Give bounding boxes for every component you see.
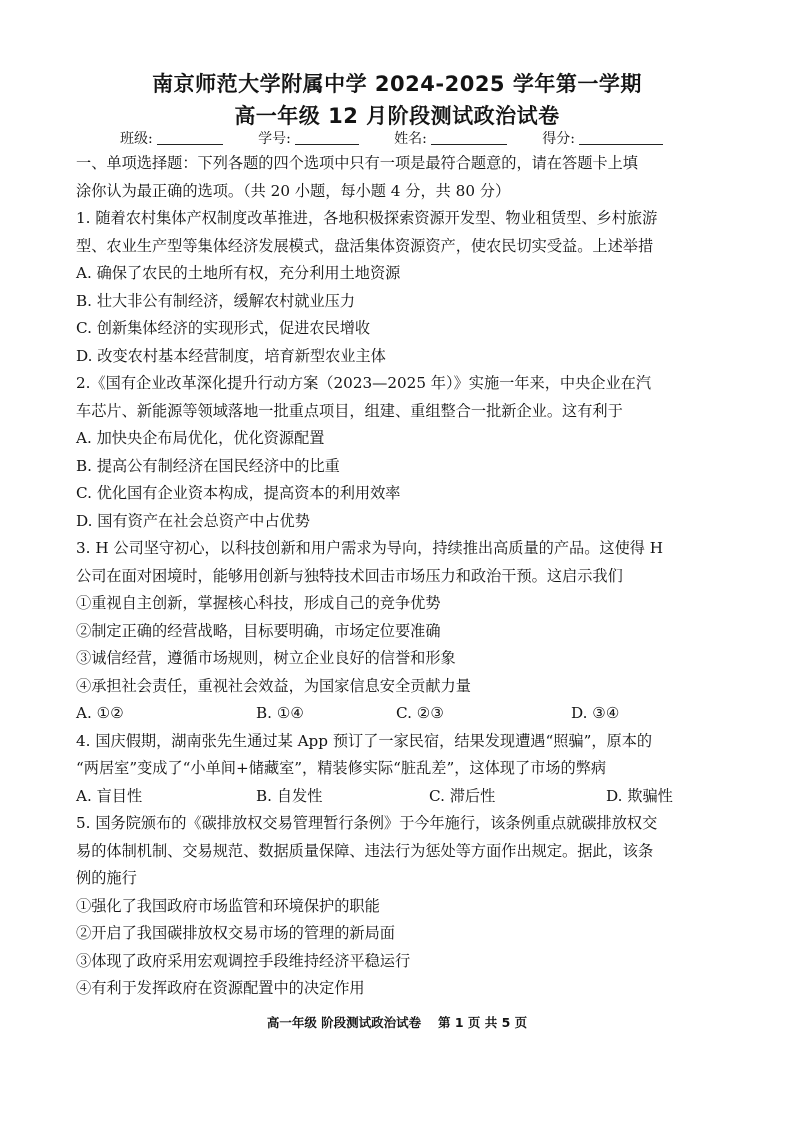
name-label: 姓名: bbox=[394, 131, 427, 147]
q4-option-d: D. 欺骗性 bbox=[606, 786, 673, 805]
q4-stem-line2: “两居室”变成了“小单间+储藏室”，精装修实际“脏乱差”，这体现了市场的弊病 bbox=[76, 759, 607, 777]
student-id-label: 学号: bbox=[258, 131, 291, 147]
section-heading-line1: 一、单项选择题：下列各题的四个选项中只有一项是最符合题意的，请在答题卡上填 bbox=[76, 154, 638, 172]
q3-item-1: ①重视自主创新，掌握核心科技，形成自己的竞争优势 bbox=[76, 594, 441, 612]
section-heading-line2: 涂你认为最正确的选项。（共 20 小题，每小题 4 分，共 80 分） bbox=[76, 181, 511, 200]
exam-title-line1: 南京师范大学附属中学 2024-2025 学年第一学期 bbox=[152, 72, 642, 96]
q5-item-4: ④有利于发挥政府在资源配置中的决定作用 bbox=[76, 979, 365, 997]
q1-stem-line2: 型、农业生产型等集体经济发展模式，盘活集体资源资产，使农民切实受益。上述举措 bbox=[76, 236, 654, 255]
q4-option-a: A. 盲目性 bbox=[76, 786, 143, 805]
q5-stem-line3: 例的施行 bbox=[76, 869, 137, 887]
q3-stem-line1: 3. H 公司坚守初心，以科技创新和用户需求为导向，持续推出高质量的产品。这使得 H bbox=[76, 539, 664, 557]
q2-option-c: C. 优化国有企业资本构成，提高资本的利用效率 bbox=[76, 484, 401, 502]
q1-option-a: A. 确保了农民的土地所有权，充分利用土地资源 bbox=[76, 264, 401, 282]
student-id-blank bbox=[295, 130, 359, 145]
name-blank bbox=[431, 130, 507, 145]
student-info-line bbox=[120, 128, 720, 148]
class-blank bbox=[157, 130, 223, 145]
q1-option-d: D. 改变农村基本经营制度，培育新型农业主体 bbox=[76, 346, 386, 365]
q4-option-c: C. 滞后性 bbox=[429, 786, 496, 805]
page-footer: 高一年级 阶段测试政治试卷 第 1 页 共 5 页 bbox=[266, 1015, 528, 1030]
questions-section bbox=[76, 150, 726, 1003]
q5-item-2: ②开启了我国碳排放权交易市场的管理的新局面 bbox=[76, 924, 395, 942]
q5-item-3: ③体现了政府采用宏观调控手段维持经济平稳运行 bbox=[76, 951, 411, 970]
q3-option-c: C. ②③ bbox=[396, 704, 444, 722]
score-blank bbox=[579, 130, 663, 145]
q2-option-d: D. 国有资产在社会总资产中占优势 bbox=[76, 511, 310, 530]
q4-options-row bbox=[76, 783, 726, 811]
q3-options-row bbox=[76, 700, 726, 728]
q5-item-1: ①强化了我国政府市场监管和环境保护的职能 bbox=[76, 896, 380, 915]
q1-stem-line1: 1. 随着农村集体产权制度改革推进，各地积极探索资源开发型、物业租赁型、乡村旅游 bbox=[76, 209, 658, 227]
q1-option-c: C. 创新集体经济的实现形式，促进农民增收 bbox=[76, 319, 371, 337]
q3-item-2: ②制定正确的经营战略，目标要明确，市场定位要准确 bbox=[76, 621, 441, 640]
q4-option-b: B. 自发性 bbox=[256, 786, 323, 805]
q3-option-a: A. ①② bbox=[76, 704, 124, 722]
exam-title-line2: 高一年级 12 月阶段测试政治试卷 bbox=[234, 104, 560, 128]
q3-option-d: D. ③④ bbox=[571, 704, 620, 722]
q5-stem-line1: 5. 国务院颁布的《碳排放权交易管理暂行条例》于今年施行，该条例重点就碳排放权交 bbox=[76, 814, 658, 832]
q4-stem-line1: 4. 国庆假期，湖南张先生通过某 App 预订了一家民宿，结果发现遭遇“照骗”，原本的 bbox=[76, 731, 653, 750]
q5-stem-line2: 易的体制机制、交易规范、数据质量保障、违法行为惩处等方面作出规定。据此，该条 bbox=[76, 841, 654, 860]
q3-option-b: B. ①④ bbox=[256, 704, 305, 722]
q1-option-b: B. 壮大非公有制经济，缓解农村就业压力 bbox=[76, 291, 356, 310]
q3-item-3: ③诚信经营，遵循市场规则，树立企业良好的信誉和形象 bbox=[76, 649, 456, 667]
q3-stem-line2: 公司在面对困境时，能够用创新与独特技术回击市场压力和政治干预。这启示我们 bbox=[76, 566, 623, 585]
q3-item-4: ④承担社会责任，重视社会效益，为国家信息安全贡献力量 bbox=[76, 676, 471, 695]
q2-option-a: A. 加快央企布局优化，优化资源配置 bbox=[76, 429, 325, 447]
score-label: 得分: bbox=[542, 131, 575, 147]
class-label: 班级: bbox=[120, 131, 153, 147]
q2-stem-line2: 车芯片、新能源等领域落地一批重点项目，组建、重组整合一批新企业。这有利于 bbox=[76, 401, 623, 420]
q2-option-b: B. 提高公有制经济在国民经济中的比重 bbox=[76, 456, 340, 475]
q2-stem-line1: 2.《国有企业改革深化提升行动方案（2023—2025 年）》实施一年来，中央企业在汽 bbox=[76, 374, 652, 392]
